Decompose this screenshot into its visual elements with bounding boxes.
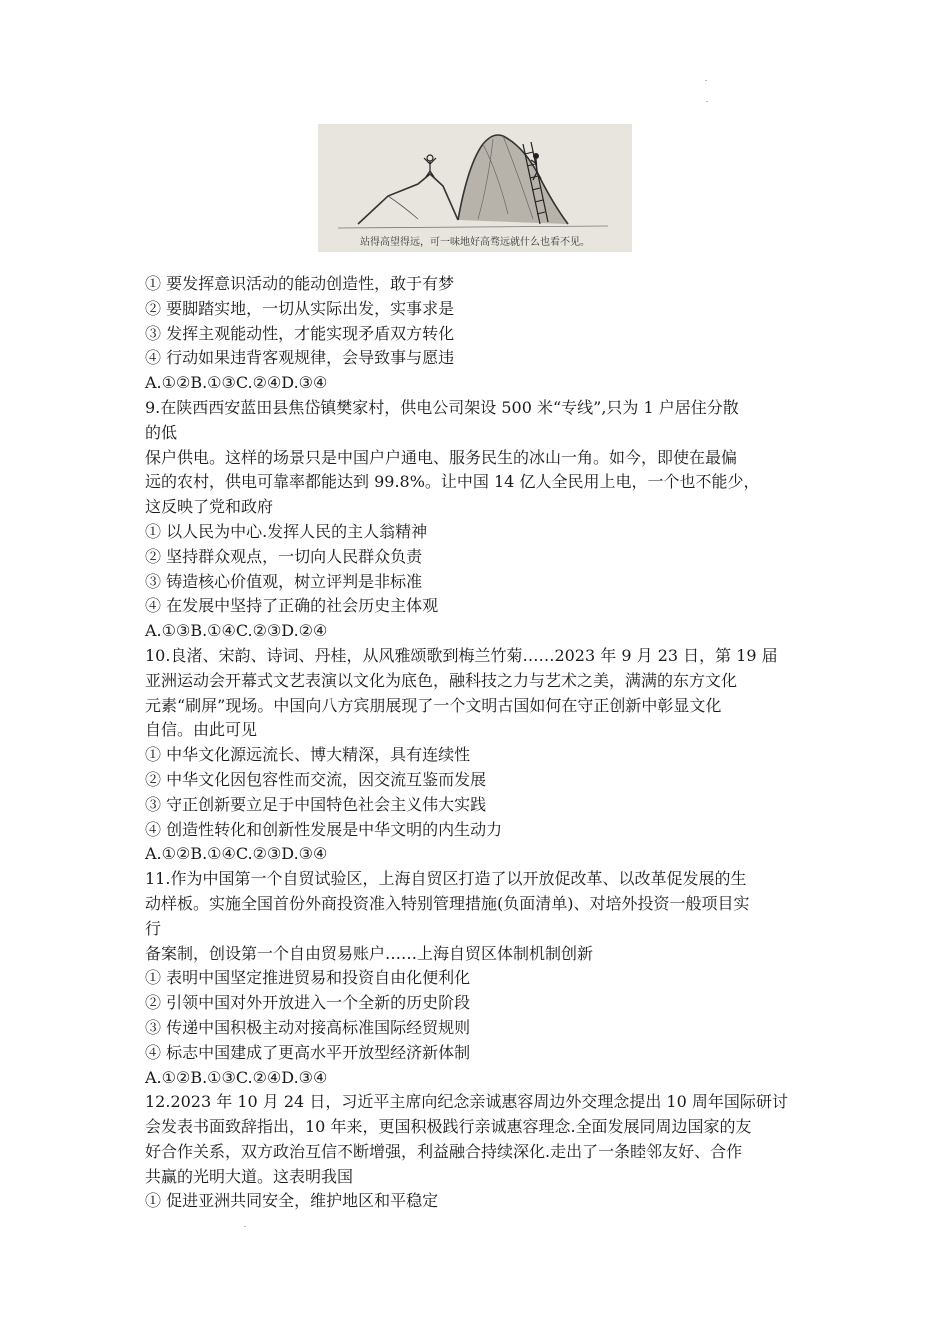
question-stem: 好合作关系，双方政治互信不断增强，利益融合持续深化.走出了一条睦邻友好、合作 [145, 1141, 743, 1161]
question-stem: 的低 [145, 422, 178, 442]
text-line: ② 中华文化因包容性而交流，因交流互鉴而发展 [145, 769, 487, 789]
scan-speck [706, 101, 708, 102]
question-stem: 元素“刷屏”现场。中国向八方宾朋展现了一个文明古国如何在守正创新中彰显文化 [145, 695, 722, 715]
question-stem: 12.2023 年 10 月 24 日，习近平主席向纪念亲诚惠容周边外交理念提出 10 周年国际研讨 [145, 1092, 788, 1112]
scan-speck [705, 80, 707, 81]
text-line: ② 引领中国对外开放进入一个全新的历史阶段 [145, 993, 471, 1013]
question-stem: 亚洲运动会开幕式文艺表演以文化为底色，融科技之力与艺术之美，满满的东方文化 [145, 670, 738, 690]
text-line: ① 促进亚洲共同安全，维护地区和平稳定 [145, 1191, 439, 1211]
question-stem: 共赢的光明大道。这表明我国 [145, 1166, 354, 1186]
question-text [145, 272, 810, 1214]
text-line: ④ 创造性转化和创新性发展是中华文明的内生动力 [145, 819, 503, 839]
text-line: ③ 传递中国积极主动对接高标准国际经贸规则 [145, 1017, 471, 1037]
text-line: ④ 在发展中坚持了正确的社会历史主体观 [145, 596, 439, 616]
cartoon-caption: 站得高望得远，可一味地好高骛远就什么也看不见。 [360, 237, 590, 248]
answer-options: A.①②B.①③C.②④D.③④ [145, 1067, 328, 1087]
text-line: ③ 发挥主观能动性，才能实现矛盾双方转化 [145, 323, 455, 343]
answer-options: A.①②B.①④C.②③D.③④ [145, 844, 328, 864]
text-line: ③ 守正创新要立足于中国特色社会主义伟大实践 [145, 794, 487, 814]
text-line: ① 表明中国坚定推进贸易和投资自由化便利化 [145, 968, 471, 988]
question-stem: 远的农村，供电可靠率都能达到 99.8%。让中国 14 亿人全民用上电，一个也不能少， [145, 472, 760, 492]
text-line: ① 中华文化源远流长、博大精深，具有连续性 [145, 745, 471, 765]
question-stem: 行 [145, 918, 162, 938]
scan-speck [244, 1226, 246, 1227]
question-stem: 10.良渚、宋韵、诗词、丹桂，从风雅颂歌到梅兰竹菊……2023 年 9 月 23 日，第 19 届 [145, 645, 778, 665]
text-line: ④ 行动如果违背客观规律，会导致事与愿违 [145, 348, 455, 368]
cartoon-illustration [318, 124, 632, 252]
answer-options: A.①②B.①③C.②④D.③④ [145, 373, 328, 393]
question-stem: 备案制，创设第一个自由贸易账户……上海自贸区体制机制创新 [145, 943, 594, 963]
question-stem: 自信。由此可见 [145, 720, 258, 740]
text-line: ② 要脚踏实地，一切从实际出发，实事求是 [145, 298, 455, 318]
text-line: ① 以人民为中心.发挥人民的主人翁精神 [145, 521, 428, 541]
text-line: ① 要发挥意识活动的能动创造性，敢于有梦 [145, 274, 455, 293]
answer-options: A.①③B.①④C.②③D.②④ [145, 621, 328, 641]
question-stem: 这反映了党和政府 [145, 497, 274, 517]
question-stem: 9.在陕西西安蓝田县焦岱镇樊家村，供电公司架设 500 米“专线”,只为 1 户居住分散 [145, 397, 739, 417]
question-stem: 11.作为中国第一个自贸试验区，上海自贸区打造了以开放促改革、以改革促发展的生 [145, 869, 747, 889]
question-stem: 会发表书面致辞指出，10 年来，更国积极践行亲诚惠容理念.全面发展同周边国家的友 [145, 1117, 752, 1137]
text-line: ② 坚持群众观点，一切向人民群众负责 [145, 546, 423, 566]
text-line: ③ 铸造核心价值观，树立评判是非标准 [145, 571, 423, 591]
question-stem: 动样板。实施全国首份外商投资准入特别管理措施(负面清单)、对培外投资一般项目实 [145, 893, 750, 913]
question-stem: 保户供电。这样的场景只是中国户户通电、服务民生的冰山一角。如今，即使在最偏 [145, 447, 738, 467]
text-line: ④ 标志中国建成了更高水平开放型经济新体制 [145, 1042, 471, 1062]
